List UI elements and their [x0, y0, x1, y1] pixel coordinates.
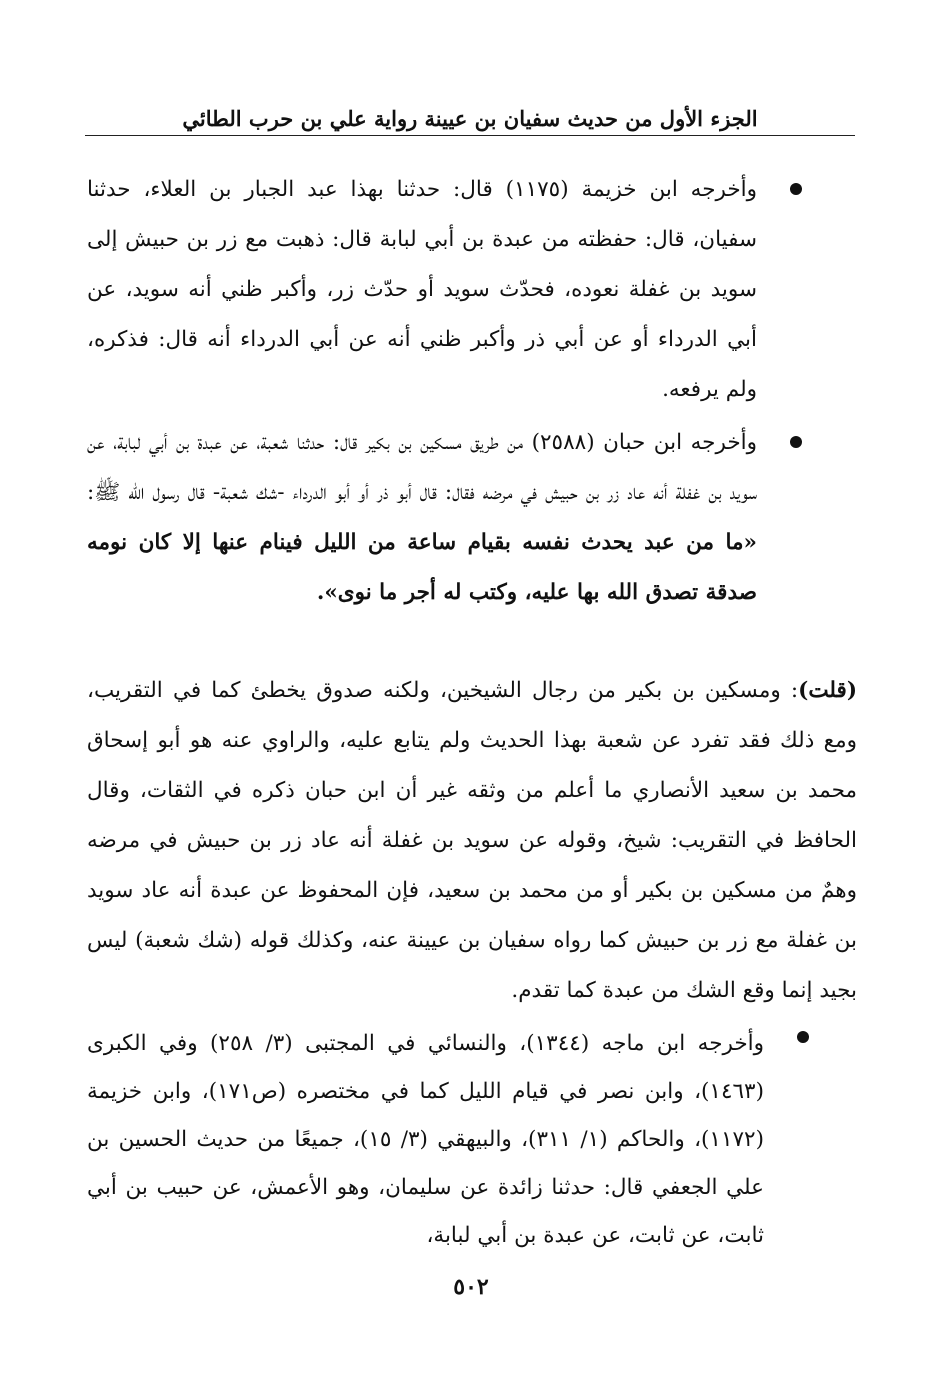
note-text: : ومسكين بن بكير من رجال الشيخين، ولكنه صدوق يخطئ كما في التقريب، ومع ذلك فقد تفرد عن شعبة بهذا الحديث ولم يتابع عليه، والراوي عنه هو أبو إسحاق محمد بن سعيد الأنصاري ما أعلم من وثقه غير أن ابن حبان ذكره في الثقات، وقال الحافظ في التقريب: شيخ، وقوله عن سويد بن غفلة أنه عاد زر بن حبيش في مرضه وهمٌ من مسكين بن بكير أو من محمد بن سعيد، فإن المحفوظ عن عبدة أنه عاد سويد بن غفلة مع زر بن حبيش كما رواه سفيان بن عيينة عنه، وكذلك قوله (شك شعبة) ليس بجيد إنما وقع الشك من عبدة كما تقدم. — [87, 678, 857, 1003]
note-label: (قلت) — [798, 678, 857, 703]
bullet-item-3 — [87, 1020, 764, 1260]
header-divider — [85, 135, 855, 136]
bullet-icon — [790, 436, 802, 448]
bullet-icon — [790, 183, 802, 195]
bullet-item-1 — [87, 165, 757, 415]
note-paragraph — [87, 666, 857, 1016]
bullet-item-2 — [87, 418, 757, 618]
bullet-icon — [797, 1031, 809, 1043]
running-header: الجزء الأول من حديث سفيان بن عيينة رواية علي بن حرب الطائي — [182, 106, 758, 131]
bullet-item-text: وأخرجه ابن حبان (٢٥٨٨) من طريق مسكين بن بكير قال: حدثنا شعبة، عن عبدة بن أبي لبابة، عن سويد بن غفلة أنه عاد زر بن حبيش في مرضه فقال: قال أبو ذر أو أبو الدرداء -شك شعبة- قال رسول الله ﷺ: — [87, 430, 757, 505]
bullet-item-text: وأخرجه ابن خزيمة (١١٧٥) قال: حدثنا بهذا عبد الجبار بن العلاء، حدثنا سفيان، قال: حفظته من عبدة بن أبي لبابة قال: ذهبت مع زر بن حبيش إلى سويد بن غفلة نعوده، فحدّث سويد أو حدّث زر، وأكبر ظني أنه سويد، عن أبي الدرداء أو عن أبي ذر وأكبر ظني أنه عن أبي الدرداء أنه قال: فذكره، ولم يرفعه. — [87, 177, 758, 402]
hadith-quote: «ما من عبد يحدث نفسه بقيام ساعة من الليل فينام عنها إلا كان نومه صدقة تصدق الله بها عليه، وكتب له أجر ما نوى». — [87, 530, 757, 605]
bullet-item-text: وأخرجه ابن ماجه (١٣٤٤)، والنسائي في المجتبى (٣/ ٢٥٨) وفي الكبرى (١٤٦٣)، وابن نصر في قيام الليل كما في مختصره (ص١٧١)، وابن خزيمة (١١٧٢)، والحاكم (١/ ٣١١)، والبيهقي (٣/ ١٥)، جميعًا من حديث الحسين بن علي الجعفي قال: حدثنا زائدة عن سليمان، وهو الأعمش، عن حبيب بن أبي ثابت، عن ثابت، عن عبدة بن أبي لبابة، — [87, 1031, 765, 1248]
page-number: ٥٠٢ — [453, 1274, 489, 1300]
